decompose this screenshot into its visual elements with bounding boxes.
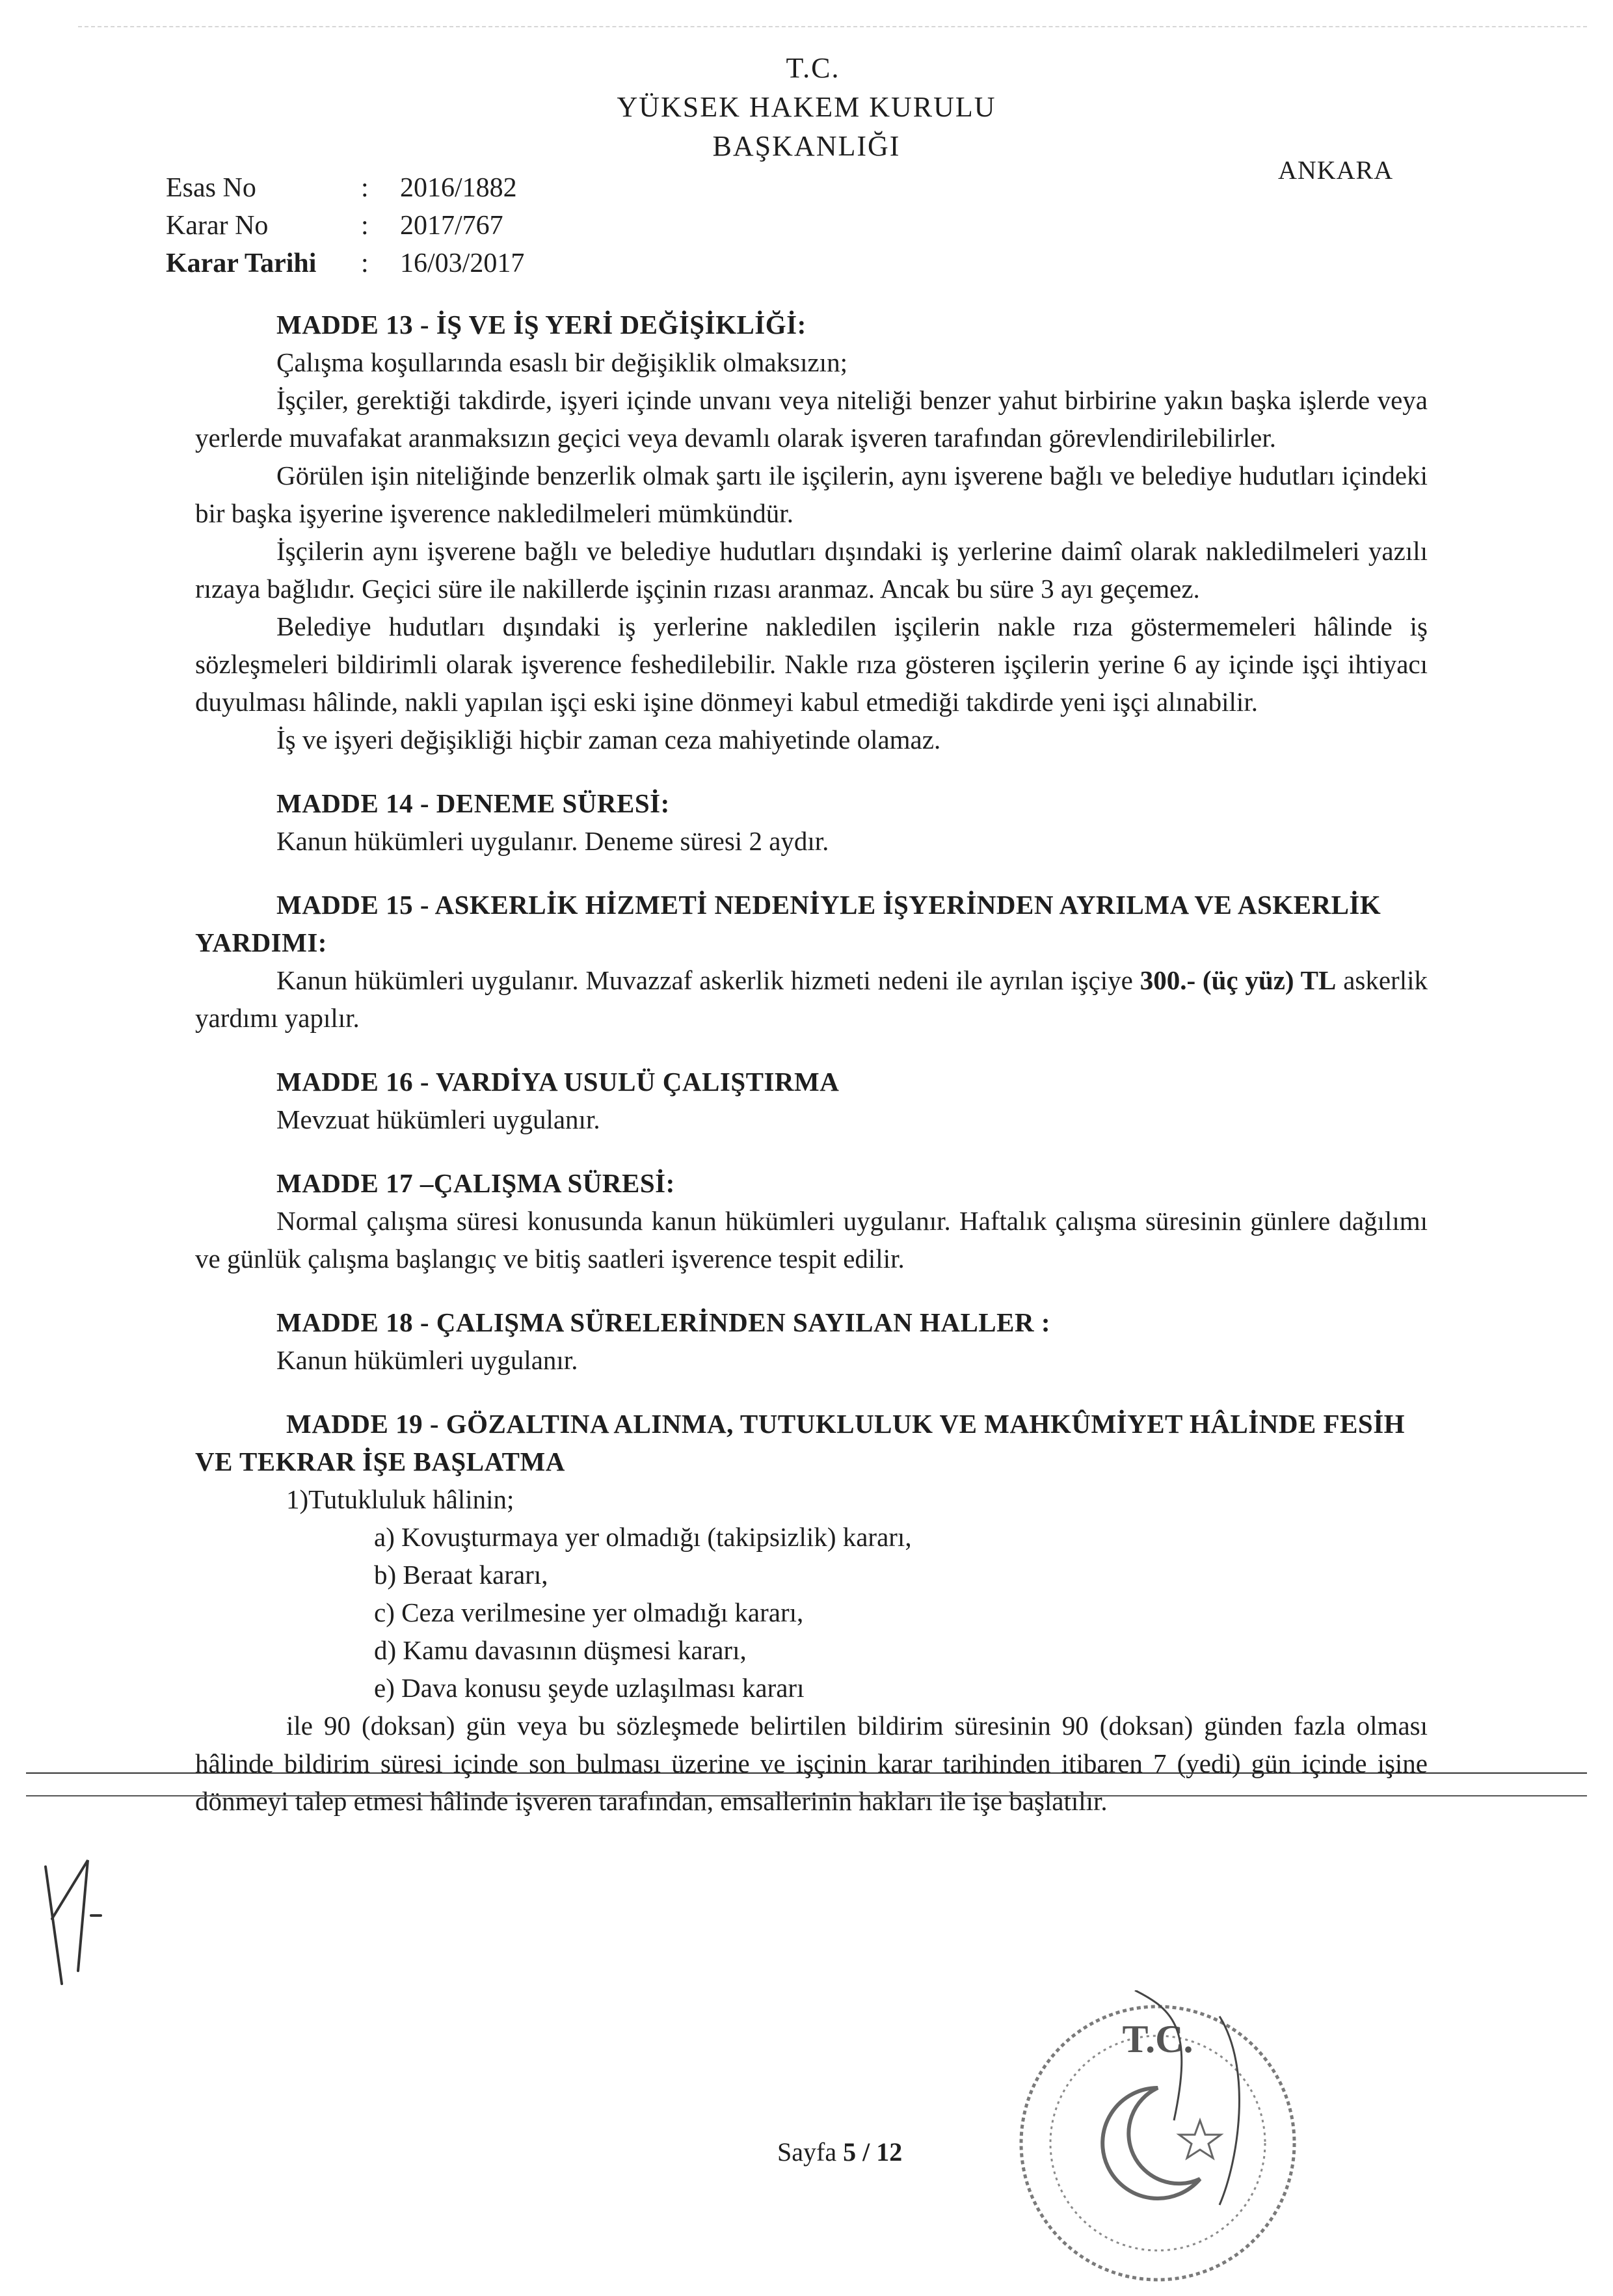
article-19	[195, 1405, 1428, 1820]
tarih-label: Karar Tarihi	[166, 248, 317, 278]
stamp-text: T.C.	[1122, 2018, 1193, 2061]
article-title: MADDE 13 - İŞ VE İŞ YERİ DEĞİŞİKLİĞİ:	[276, 310, 806, 340]
case-metadata	[166, 169, 524, 282]
official-seal-icon	[1005, 1990, 1311, 2296]
paragraph-text: Kanun hükümleri uygulanır. Muvazzaf askerlik hizmeti nedeni ile ayrılan işçiye	[276, 965, 1140, 995]
article-title: MADDE 19 - GÖZALTINA ALINMA, TUTUKLULUK VE MAHKÛMİYET HÂLİNDE FESİH VE TEKRAR İŞE BAŞLATMA	[195, 1409, 1406, 1476]
karar-value: 2017/767	[400, 211, 503, 241]
article-13	[195, 306, 1428, 758]
document-header	[0, 49, 1613, 166]
esas-value: 2016/1882	[400, 173, 517, 203]
article-paragraph: Normal çalışma süresi konusunda kanun hükümleri uygulanır. Haftalık çalışma süresinin günlere dağılımı ve günlük çalışma başlangıç ve bitiş saatleri işverence tespit edilir.	[195, 1206, 1428, 1274]
meta-row-esas	[166, 169, 524, 207]
article-16	[195, 1063, 1428, 1138]
article-paragraph: İşçiler, gerektiği takdirde, işyeri içinde unvanı veya niteliği benzer yahut birbirine yakın başka işlerde veya yerlerde muvafakat aranmaksızın geçici veya devamlı olarak işveren tarafından görevlendirilebilirler.	[195, 385, 1428, 453]
article-paragraph: İş ve işyeri değişikliği hiçbir zaman ceza mahiyetinde olamaz.	[276, 725, 941, 754]
list-item: b) Beraat kararı,	[374, 1560, 548, 1590]
article-14	[195, 784, 1428, 860]
article-18	[195, 1303, 1428, 1379]
list-item: d) Kamu davasının düşmesi kararı,	[374, 1635, 747, 1665]
karar-label: Karar No	[166, 211, 269, 241]
article-title: MADDE 18 - ÇALIŞMA SÜRELERİNDEN SAYILAN HALLER :	[276, 1307, 1051, 1337]
list-item: a) Kovuşturmaya yer olmadığı (takipsizlik) kararı,	[374, 1522, 912, 1552]
article-15	[195, 886, 1428, 1037]
article-paragraph: İşçilerin aynı işverene bağlı ve belediye hudutları dışındaki iş yerlerine daimî olarak nakledilmeleri yazılı rızaya bağlıdır. Geçici süre ile nakillerde işçinin rızası aranmaz. Ancak bu süre 3 ayı geçemez.	[195, 536, 1428, 604]
article-paragraph: Çalışma koşullarında esaslı bir değişiklik olmaksızın;	[276, 347, 847, 377]
meta-row-karar	[166, 207, 524, 245]
page-number	[777, 2137, 902, 2167]
article-paragraph: Mevzuat hükümleri uygulanır.	[276, 1104, 600, 1134]
article-paragraph: Görülen işin niteliğinde benzerlik olmak şartı ile işçilerin, aynı işverene bağlı ve belediye hudutları içindeki bir başka işyerine işverence nakledilmeleri mümkündür.	[195, 461, 1428, 528]
article-paragraph: Belediye hudutları dışındaki iş yerlerine nakledilen işçilerin nakle rıza göstermemeleri hâlinde iş sözleşmeleri bildirimli olarak işverence feshedilebilir. Nakle rıza gösteren işçilerin yerine 6 ay içinde işçi ihtiyacı duyulması hâlinde, nakli yapılan işçi eski işine dönmeyi kabul etmediği takdirde yeni işçi alınabilir.	[195, 611, 1428, 717]
article-paragraph: ile 90 (doksan) gün veya bu sözleşmede belirtilen bildirim süresinin 90 (doksan) günden fazla olması hâlinde bildirim süresi içinde son bulması üzerine ve işçinin karar tarihinden itibaren 7 (yedi) gün içinde işine dönmeyi talep etmesi hâlinde işveren tarafından, emsallerinin hakları ile işe başlatılır.	[195, 1711, 1428, 1816]
horizontal-rule	[26, 1772, 1587, 1774]
article-intro: 1)Tutukluluk hâlinin;	[286, 1484, 514, 1514]
signature-mark	[26, 1854, 130, 1997]
header-tc: T.C.	[786, 52, 840, 84]
header-presidency: BAŞKANLIĞI	[712, 130, 901, 162]
header-institution: YÜKSEK HAKEM KURULU	[617, 91, 996, 123]
tarih-value: 16/03/2017	[400, 248, 525, 278]
article-paragraph	[195, 961, 1428, 1037]
top-rule	[78, 26, 1587, 27]
colon: :	[361, 211, 369, 241]
page-value: 5 / 12	[843, 2137, 903, 2167]
paragraph-text: askerlik yardımı yapılır.	[195, 965, 1428, 1033]
article-title: MADDE 15 - ASKERLİK HİZMETİ NEDENİYLE İŞYERİNDEN AYRILMA VE ASKERLİK YARDIMI:	[195, 890, 1381, 957]
esas-label: Esas No	[166, 173, 256, 203]
article-title: MADDE 14 - DENEME SÜRESİ:	[276, 788, 670, 818]
article-title: MADDE 16 - VARDİYA USULÜ ÇALIŞTIRMA	[276, 1067, 840, 1097]
colon: :	[361, 173, 369, 203]
list-item: e) Dava konusu şeyde uzlaşılması kararı	[374, 1673, 805, 1703]
article-paragraph: Kanun hükümleri uygulanır.	[276, 1345, 578, 1375]
header-city: ANKARA	[1278, 155, 1394, 185]
page-label: Sayfa	[777, 2137, 844, 2167]
colon: :	[361, 248, 369, 278]
horizontal-rule	[26, 1795, 1587, 1796]
article-17	[195, 1164, 1428, 1277]
allowance-amount: 300.- (üç yüz) TL	[1140, 965, 1337, 995]
list-item: c) Ceza verilmesine yer olmadığı kararı,	[374, 1597, 804, 1627]
article-paragraph: Kanun hükümleri uygulanır. Deneme süresi 2 aydır.	[276, 826, 829, 856]
article-title: MADDE 17 –ÇALIŞMA SÜRESİ:	[276, 1168, 675, 1198]
meta-row-tarih	[166, 245, 524, 282]
document-body	[195, 306, 1428, 1846]
